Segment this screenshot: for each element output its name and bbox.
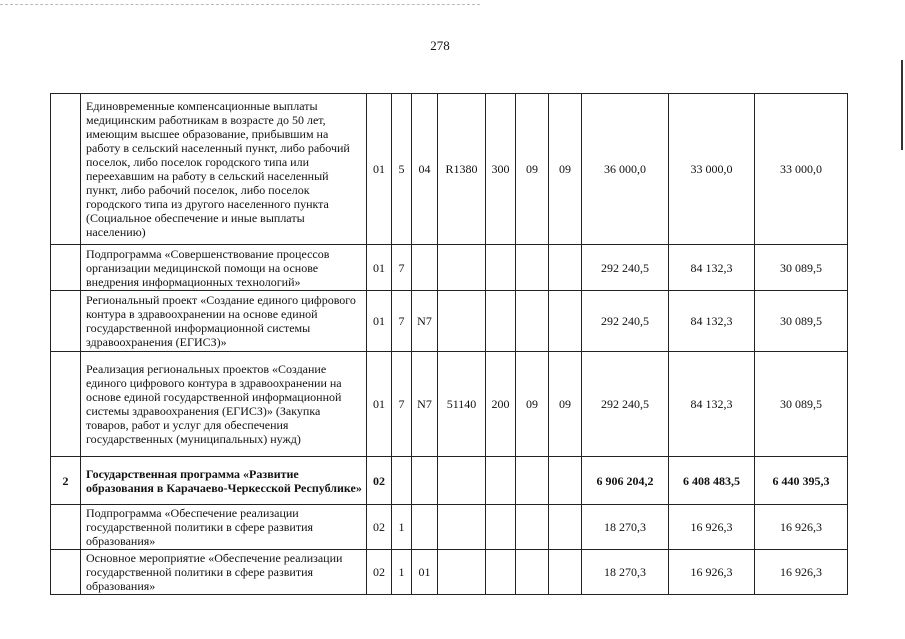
row-name-cell: Единовременные компенсационные выплаты медицинским работникам в возрасте до 50 лет, имеющим высшее образование, прибывшим на работу в сельский населенный пункт, либо рабочий поселок, либо поселок городского типа или переехавшим на работу в сельский населенный пункт, либо рабочий поселок, либо поселок городского типа из другого населенного пункта (Социальное обеспечение и иные выплаты населению) xyxy=(81,94,367,245)
subprogram-code-cell: 1 xyxy=(392,505,412,550)
direction-code-cell xyxy=(438,457,486,505)
amount-year1-cell: 6 906 204,2 xyxy=(582,457,669,505)
table-row xyxy=(51,505,848,550)
event-code-cell: 04 xyxy=(412,94,438,245)
section-cell xyxy=(516,291,549,352)
event-code-cell: N7 xyxy=(412,352,438,457)
row-name-cell: Государственная программа «Развитие образования в Карачаево-Черкесской Республике» xyxy=(81,457,367,505)
table-row xyxy=(51,352,848,457)
subsection-cell: 09 xyxy=(549,352,582,457)
event-code-cell xyxy=(412,505,438,550)
table-row xyxy=(51,457,848,505)
event-code-cell: 01 xyxy=(412,550,438,595)
section-cell: 09 xyxy=(516,352,549,457)
subsection-cell: 09 xyxy=(549,94,582,245)
amount-year1-cell: 18 270,3 xyxy=(582,550,669,595)
program-code-cell: 02 xyxy=(367,505,392,550)
page-top-edge xyxy=(0,4,480,5)
row-number-cell xyxy=(51,505,81,550)
amount-year2-cell: 84 132,3 xyxy=(669,245,755,291)
subprogram-code-cell: 7 xyxy=(392,291,412,352)
subsection-cell xyxy=(549,291,582,352)
row-number-cell xyxy=(51,550,81,595)
section-cell xyxy=(516,457,549,505)
section-cell: 09 xyxy=(516,94,549,245)
table-row xyxy=(51,94,848,245)
amount-year3-cell: 30 089,5 xyxy=(755,352,848,457)
amount-year1-cell: 292 240,5 xyxy=(582,291,669,352)
amount-year1-cell: 36 000,0 xyxy=(582,94,669,245)
amount-year2-cell: 84 132,3 xyxy=(669,291,755,352)
table-row xyxy=(51,291,848,352)
row-number-cell xyxy=(51,245,81,291)
amount-year3-cell: 30 089,5 xyxy=(755,291,848,352)
amount-year3-cell: 16 926,3 xyxy=(755,550,848,595)
amount-year2-cell: 33 000,0 xyxy=(669,94,755,245)
subprogram-code-cell: 7 xyxy=(392,352,412,457)
program-code-cell: 01 xyxy=(367,245,392,291)
page-number: 278 xyxy=(430,38,450,53)
row-name-cell: Основное мероприятие «Обеспечение реализации государственной политики в сфере развития образования» xyxy=(81,550,367,595)
amount-year2-cell: 16 926,3 xyxy=(669,550,755,595)
row-number-cell: 2 xyxy=(51,457,81,505)
subprogram-code-cell: 1 xyxy=(392,550,412,595)
amount-year2-cell: 6 408 483,5 xyxy=(669,457,755,505)
program-code-cell: 01 xyxy=(367,352,392,457)
amount-year1-cell: 292 240,5 xyxy=(582,245,669,291)
row-number-cell xyxy=(51,291,81,352)
table-row xyxy=(51,550,848,595)
program-code-cell: 01 xyxy=(367,291,392,352)
budget-table xyxy=(50,93,848,595)
subprogram-code-cell: 7 xyxy=(392,245,412,291)
amount-year1-cell: 18 270,3 xyxy=(582,505,669,550)
section-cell xyxy=(516,550,549,595)
program-code-cell: 01 xyxy=(367,94,392,245)
event-code-cell xyxy=(412,457,438,505)
subsection-cell xyxy=(549,245,582,291)
section-cell xyxy=(516,245,549,291)
amount-year1-cell: 292 240,5 xyxy=(582,352,669,457)
expense-type-cell: 300 xyxy=(486,94,516,245)
event-code-cell: N7 xyxy=(412,291,438,352)
subsection-cell xyxy=(549,505,582,550)
row-name-cell: Подпрограмма «Обеспечение реализации государственной политики в сфере развития образования» xyxy=(81,505,367,550)
program-code-cell: 02 xyxy=(367,550,392,595)
amount-year3-cell: 33 000,0 xyxy=(755,94,848,245)
scan-edge-mark xyxy=(901,60,903,150)
row-name-cell: Региональный проект «Создание единого цифрового контура в здравоохранении на основе единой государственной информационной системы здравоохранения (ЕГИСЗ)» xyxy=(81,291,367,352)
row-number-cell xyxy=(51,94,81,245)
program-code-cell: 02 xyxy=(367,457,392,505)
amount-year3-cell: 16 926,3 xyxy=(755,505,848,550)
expense-type-cell xyxy=(486,457,516,505)
direction-code-cell: 51140 xyxy=(438,352,486,457)
row-name-cell: Реализация региональных проектов «Создание единого цифрового контура в здравоохранении на основе единой государственной информационной системы здравоохранения (ЕГИСЗ)» (Закупка товаров, работ и услуг для обеспечения государственных (муниципальных) нужд) xyxy=(81,352,367,457)
subsection-cell xyxy=(549,457,582,505)
expense-type-cell xyxy=(486,245,516,291)
row-name-cell: Подпрограмма «Совершенствование процессов организации медицинской помощи на основе внедрения информационных технологий» xyxy=(81,245,367,291)
amount-year3-cell: 6 440 395,3 xyxy=(755,457,848,505)
subsection-cell xyxy=(549,550,582,595)
direction-code-cell xyxy=(438,505,486,550)
direction-code-cell xyxy=(438,245,486,291)
expense-type-cell xyxy=(486,550,516,595)
expense-type-cell xyxy=(486,505,516,550)
amount-year2-cell: 84 132,3 xyxy=(669,352,755,457)
amount-year3-cell: 30 089,5 xyxy=(755,245,848,291)
event-code-cell xyxy=(412,245,438,291)
subprogram-code-cell: 5 xyxy=(392,94,412,245)
subprogram-code-cell xyxy=(392,457,412,505)
expense-type-cell xyxy=(486,291,516,352)
amount-year2-cell: 16 926,3 xyxy=(669,505,755,550)
expense-type-cell: 200 xyxy=(486,352,516,457)
table-row xyxy=(51,245,848,291)
direction-code-cell xyxy=(438,291,486,352)
row-number-cell xyxy=(51,352,81,457)
section-cell xyxy=(516,505,549,550)
direction-code-cell: R1380 xyxy=(438,94,486,245)
direction-code-cell xyxy=(438,550,486,595)
